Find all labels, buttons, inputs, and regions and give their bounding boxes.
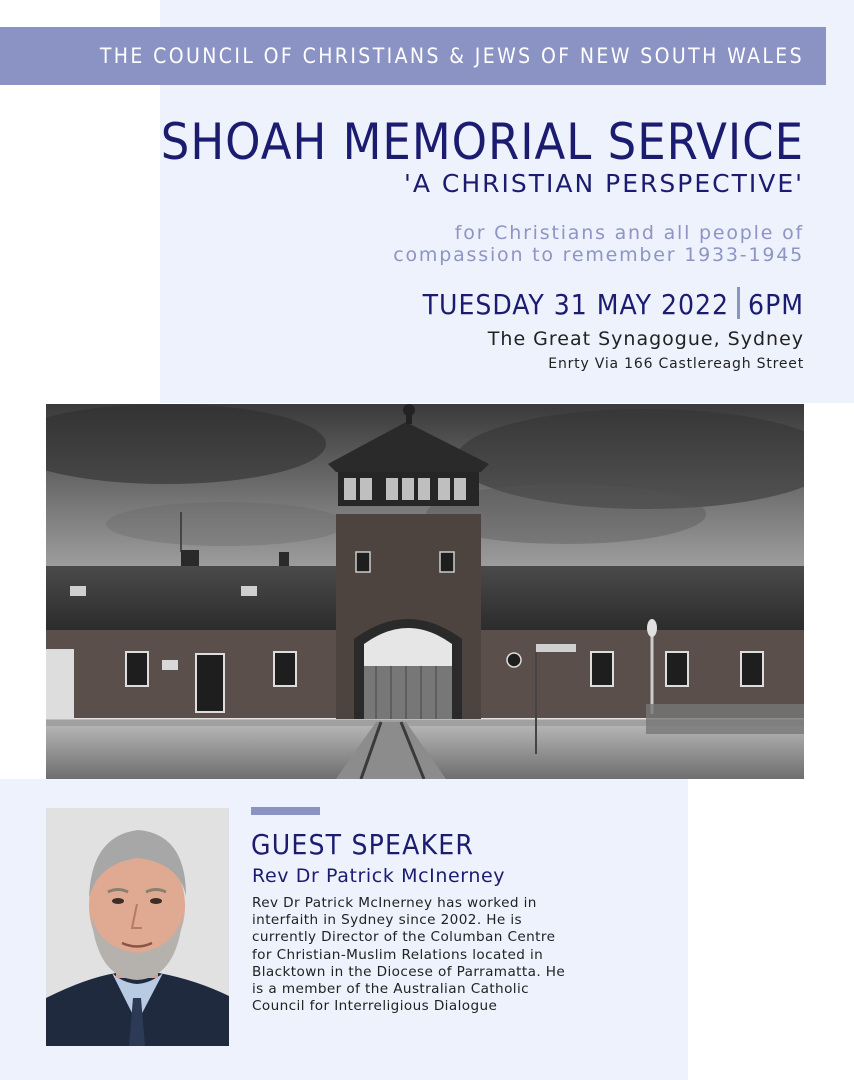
event-venue: The Great Synagogue, Sydney	[487, 328, 804, 350]
event-date: TUESDAY 31 MAY 2022	[422, 288, 730, 321]
event-subtitle: 'A CHRISTIAN PERSPECTIVE'	[403, 169, 804, 198]
event-datetime	[423, 287, 804, 323]
bio-line: Rev Dr Patrick McInerney has worked in	[252, 895, 537, 911]
bio-line: for Christian-Muslim Relations located in	[252, 946, 544, 963]
event-title: SHOAH MEMORIAL SERVICE	[160, 113, 804, 171]
organization-banner	[0, 27, 826, 85]
bio-line: is a member of the Australian Catholic	[252, 981, 530, 998]
speaker-bio	[252, 895, 647, 1015]
bio-line: Blacktown in the Diocese of Parramatta. He	[252, 963, 566, 980]
event-audience	[393, 222, 804, 266]
event-entry: Enrty Via 166 Castlereagh Street	[548, 356, 804, 372]
bio-line: currently Director of the Columban Centre	[252, 929, 556, 946]
speaker-heading: GUEST SPEAKER	[251, 828, 475, 861]
bio-line: interfaith in Sydney since 2002. He is	[252, 912, 523, 929]
memorial-gatehouse-photo	[46, 404, 804, 779]
event-time: 6PM	[748, 288, 804, 321]
audience-line: compassion to remember 1933-1945	[393, 244, 804, 266]
speaker-name: Rev Dr Patrick McInerney	[252, 865, 506, 887]
organization-name: THE COUNCIL OF CHRISTIANS & JEWS OF NEW SOUTH WALES	[99, 44, 804, 68]
bio-line: Council for Interreligious Dialogue	[252, 998, 498, 1015]
accent-bar	[251, 807, 320, 815]
speaker-portrait	[46, 808, 229, 1046]
audience-line: for Christians and all people of	[454, 222, 804, 244]
datetime-divider	[737, 287, 740, 319]
